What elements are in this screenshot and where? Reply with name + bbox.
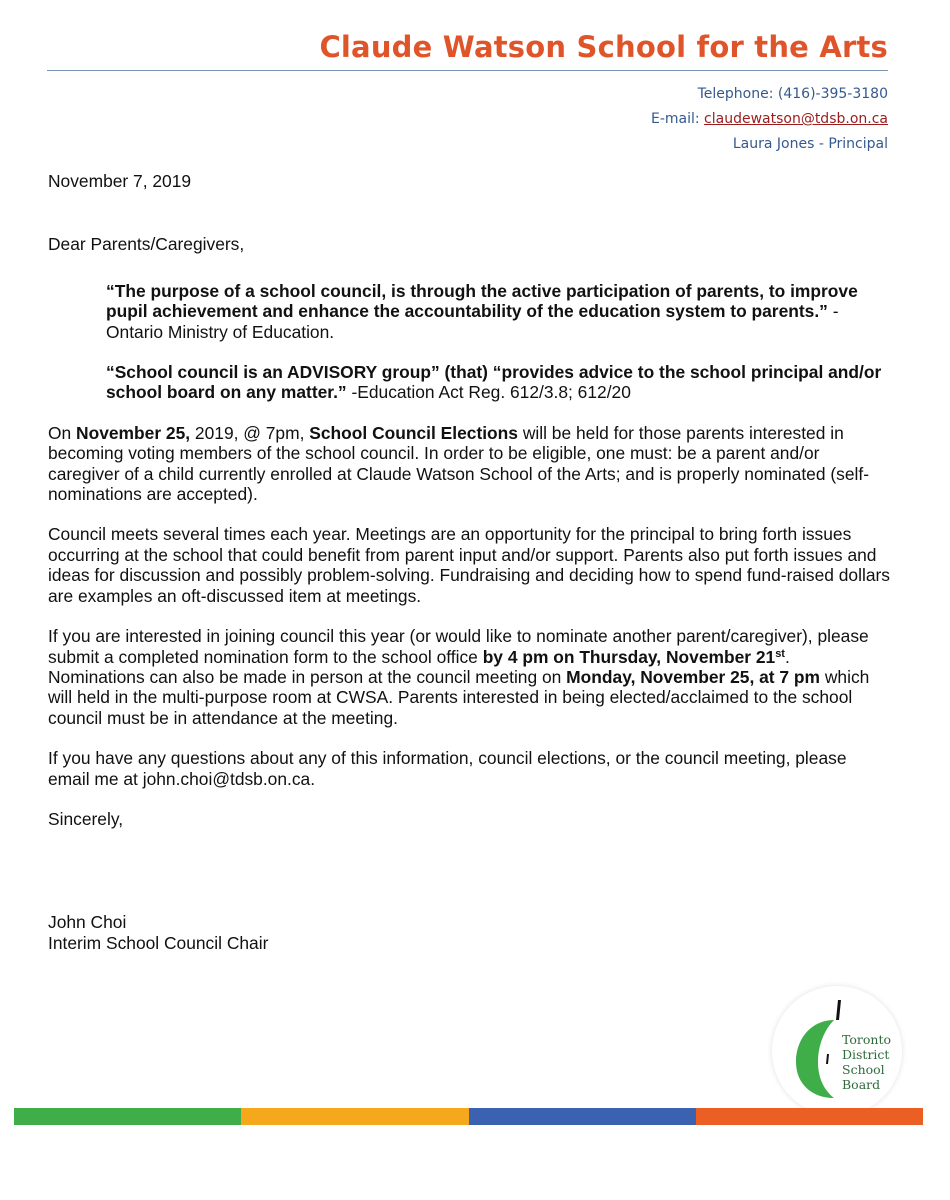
email-label: E-mail: <box>650 111 705 127</box>
logo-line: Toronto <box>842 1032 891 1047</box>
signer-name: John Choi <box>48 912 127 933</box>
footer-color-bar <box>14 1108 923 1125</box>
bold-run: School Council Elections <box>309 422 518 443</box>
text-run: On <box>48 422 77 443</box>
closing: Sincerely, <box>48 808 124 829</box>
email-line <box>651 107 888 132</box>
letter-date: November 7, 2019 <box>48 171 192 191</box>
logo-text <box>842 1032 891 1092</box>
email-link[interactable]: claudewatson@tdsb.on.ca <box>704 111 888 127</box>
contact-block <box>651 82 888 157</box>
superscript: st <box>775 647 785 660</box>
principal: Laura Jones - Principal <box>732 136 888 152</box>
text-run: will be held for those parents interested in becoming voting members of the school council. In order to be eligible, one must: be a parent and/or caregiver of a child currently enrolled at Claude Watson School of the Arts; and is properly nominated (self-nominations are accepted). <box>48 422 869 505</box>
salutation: Dear Parents/Caregivers, <box>48 234 245 255</box>
footer-segment-yellow <box>241 1108 468 1125</box>
bold-run <box>483 647 785 667</box>
telephone: Telephone: (416)-395-3180 <box>697 86 888 102</box>
tdsb-logo <box>772 986 902 1116</box>
footer-segment-orange <box>696 1108 923 1125</box>
quote-education-act <box>106 362 890 403</box>
paragraph-elections <box>48 423 890 505</box>
bold-run: November 25, <box>76 422 191 443</box>
text-run: which will held in the multi-purpose room at CWSA. Parents interested in being elected/acclaimed to the school council must be in attendance at the meeting. <box>48 666 870 728</box>
quote-education-act-source: -Education Act Reg. 612/3.8; 612/20 <box>346 382 631 403</box>
footer-segment-green <box>14 1108 241 1125</box>
text-run: by 4 pm on Thursday, November 21 <box>482 646 776 667</box>
text-run: 2019, @ 7pm, <box>190 422 310 443</box>
signer-title: Interim School Council Chair <box>48 932 269 953</box>
quote-education-act-text: “School council is an ADVISORY group” (that) “provides advice to the school principal and/or school board on any matter.” <box>106 362 882 403</box>
bold-run: Monday, November 25, at 7 pm <box>566 666 821 687</box>
text-run: . Nominations can also be made in person at the council meeting on <box>48 646 790 687</box>
paragraph-questions: If you have any questions about any of this information, council elections, or the council meeting, please email me at john.choi@tdsb.on.ca. <box>48 748 847 789</box>
quote-ministry-text: “The purpose of a school council, is through the active participation of parents, to improve pupil achievement and enhance the accountability of the education system to parents.” <box>106 280 858 322</box>
header-divider <box>47 70 888 71</box>
logo-line: Board <box>842 1077 881 1092</box>
text-run: If you are interested in joining council this year (or would like to nominate another parent/caregiver), please submit a completed nomination form to the school office <box>48 626 869 667</box>
logo-line: School <box>842 1062 885 1077</box>
footer-segment-blue <box>469 1108 696 1125</box>
quote-ministry <box>106 281 890 342</box>
paragraph-meetings: Council meets several times each year. Meetings are an opportunity for the principal to bring forth issues occurring at the school that could benefit from parent input and/or support. Parents also put forth issues and ideas for discussion and possibly problem-solving. Fundraising and deciding how to spend fund-raised dollars are examples an oft-discussed item at meetings. <box>48 524 890 606</box>
paragraph-nominations <box>48 626 890 728</box>
quote-ministry-source: -Ontario Ministry of Education. <box>106 301 839 342</box>
school-name: Claude Watson School for the Arts <box>319 30 888 64</box>
letter-body <box>48 171 890 953</box>
logo-line: District <box>842 1047 890 1062</box>
